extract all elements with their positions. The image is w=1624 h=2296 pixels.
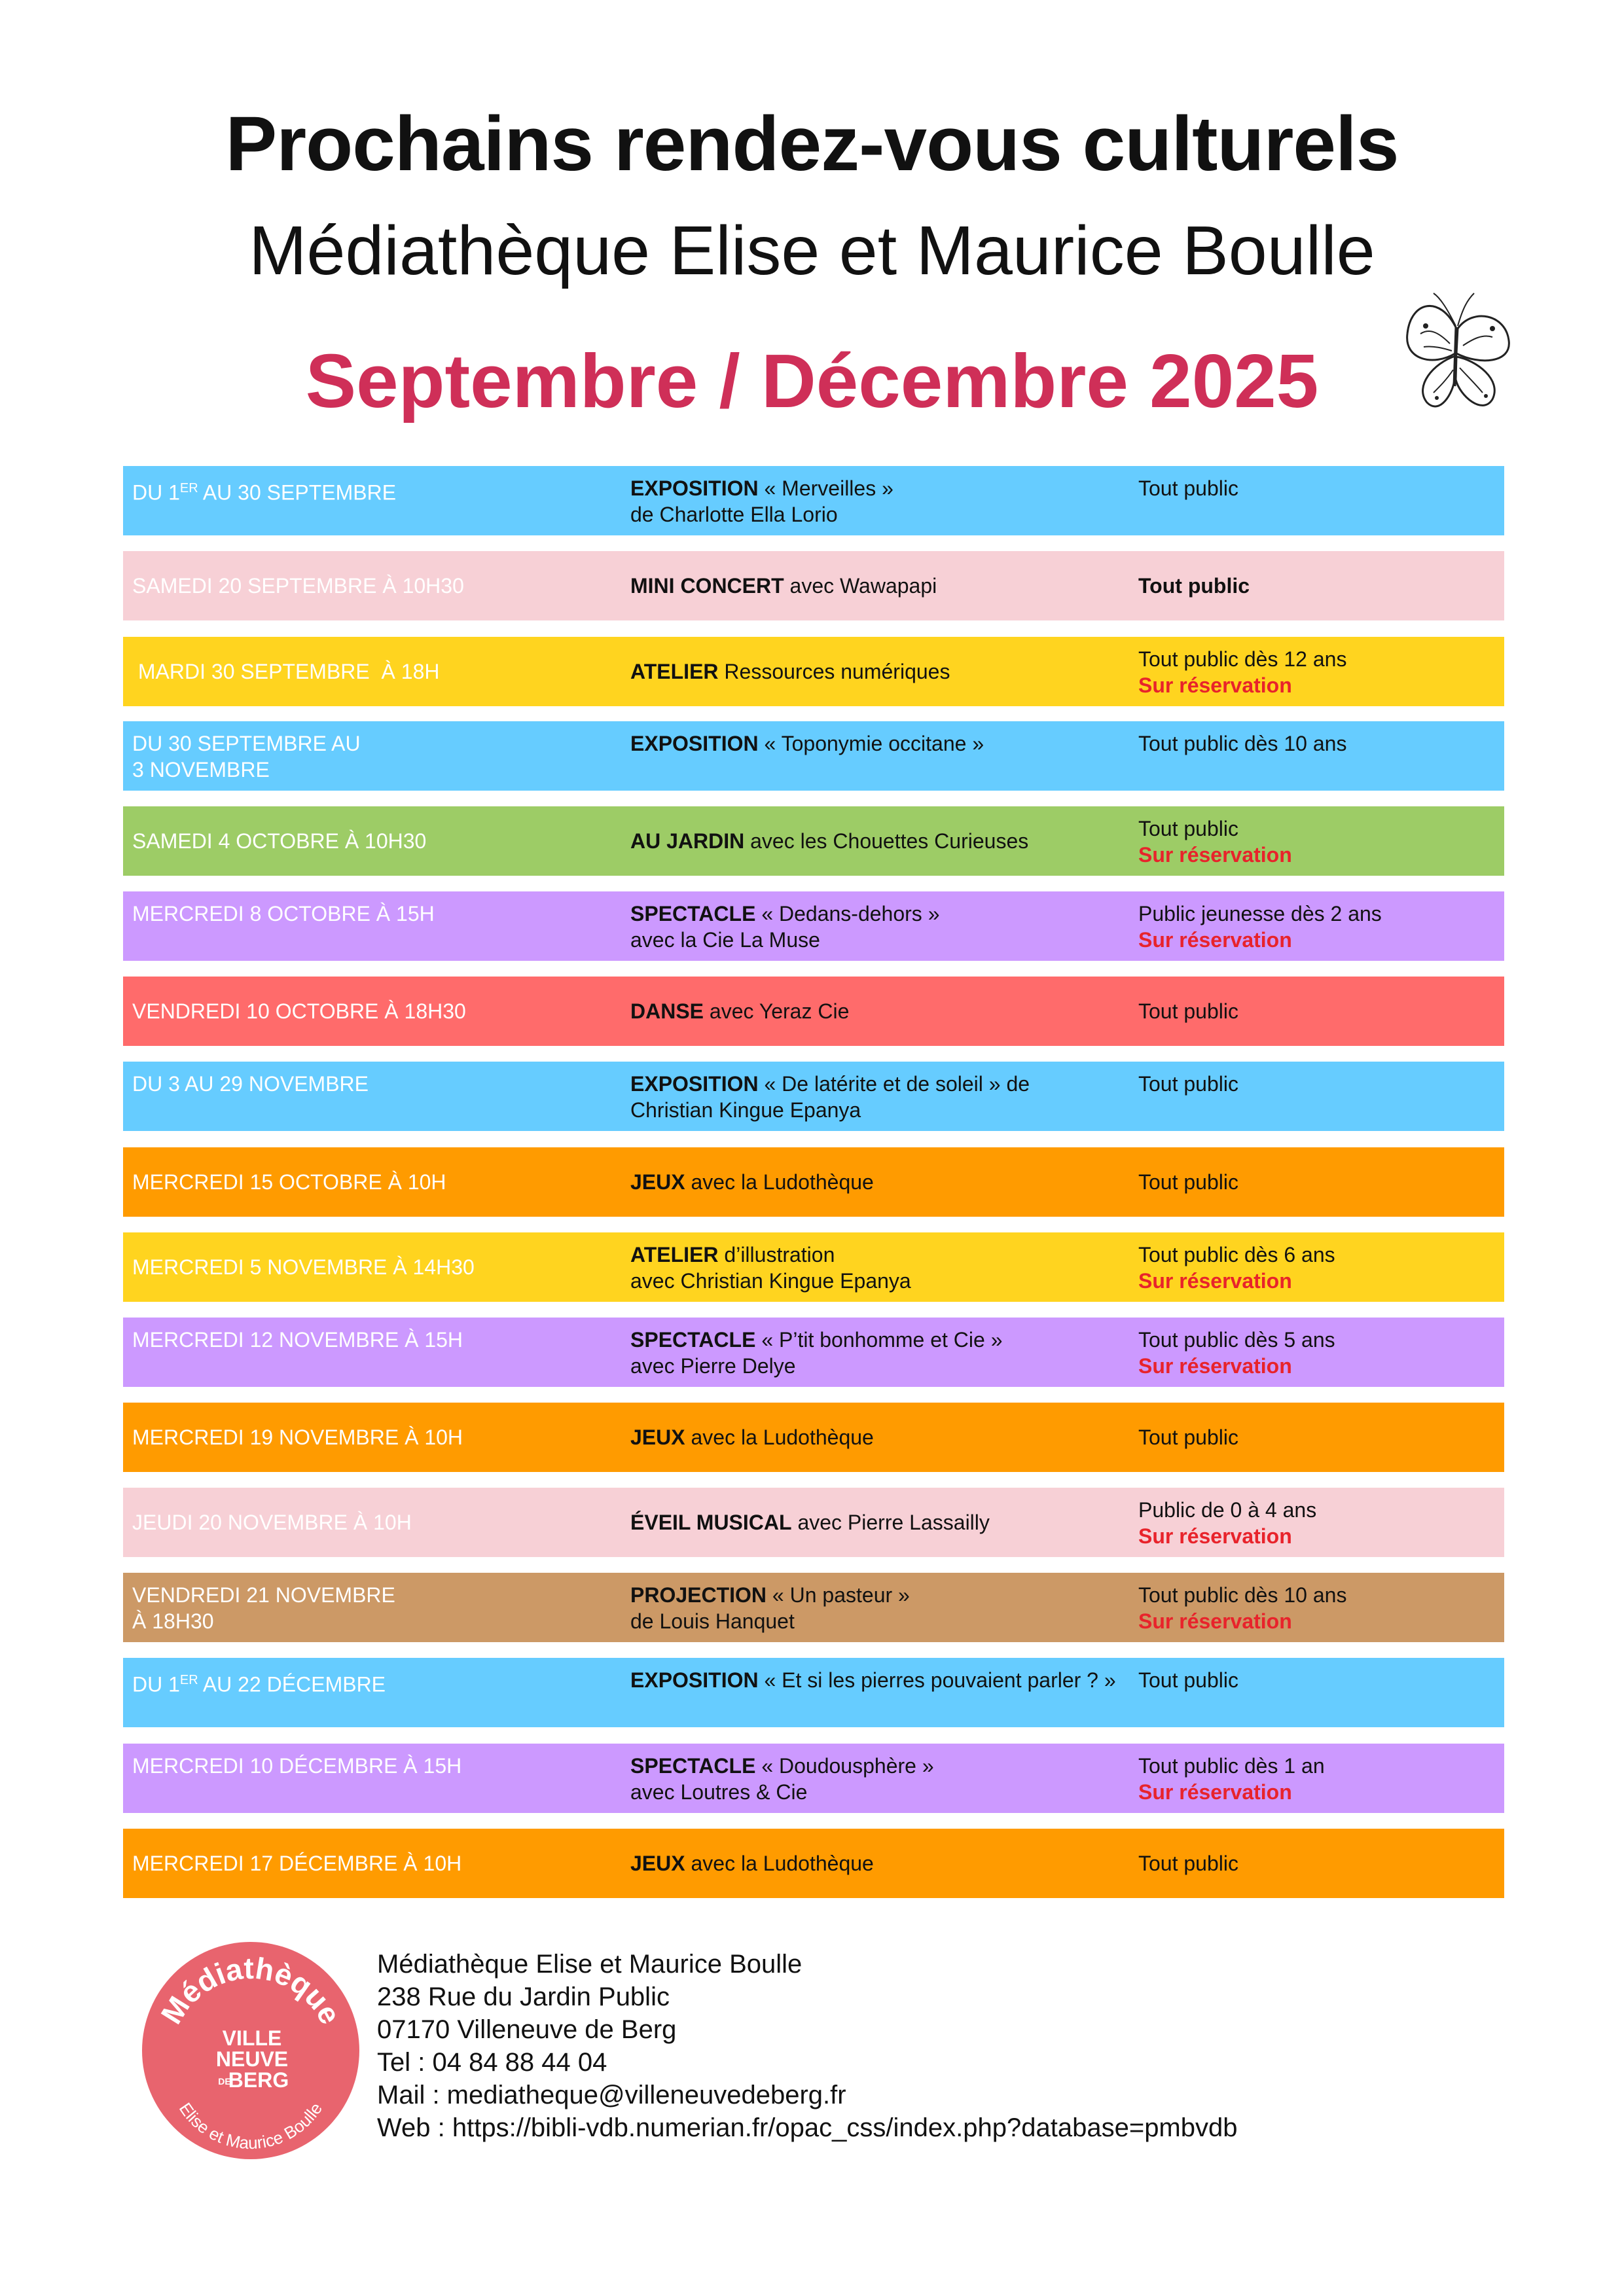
event-description: JEUX avec la Ludothèque — [630, 1852, 874, 1875]
event-audience: Tout public Sur réservation — [1138, 816, 1498, 868]
event-row — [123, 1488, 1504, 1557]
page-title: Prochains rendez-vous culturels — [225, 101, 1399, 187]
reservation-note: Sur réservation — [1138, 1609, 1292, 1633]
event-description: EXPOSITION « Merveilles » de Charlotte Ella Lorio — [630, 476, 893, 526]
reservation-note: Sur réservation — [1138, 1780, 1292, 1804]
event-date: DU 30 SEPTEMBRE AU 3 NOVEMBRE — [132, 732, 361, 781]
event-audience: Tout public — [1138, 1072, 1238, 1096]
footer-web[interactable]: Web : https://bibli-vdb.numerian.fr/opac_css/index.php?database=pmbvdb — [377, 2113, 1238, 2142]
footer-mail[interactable]: Mail : mediatheque@villeneuvedeberg.fr — [377, 2081, 846, 2109]
footer-street: 238 Rue du Jardin Public — [377, 1982, 670, 2011]
event-audience: Tout public dès 1 an Sur réservation — [1138, 1753, 1498, 1805]
event-audience: Tout public — [1138, 1426, 1238, 1449]
event-audience: Tout public — [1138, 1852, 1238, 1875]
event-audience: Tout public dès 5 ans Sur réservation — [1138, 1327, 1498, 1379]
logo-line-neuve: NEUVE — [215, 2047, 289, 2071]
reservation-note: Sur réservation — [1138, 928, 1292, 952]
event-row — [123, 891, 1504, 961]
reservation-note: Sur réservation — [1138, 1354, 1292, 1378]
event-row — [123, 977, 1504, 1046]
event-date: MERCREDI 10 DÉCEMBRE À 15H — [132, 1754, 462, 1778]
event-row — [123, 1062, 1504, 1131]
page-subtitle: Médiathèque Elise et Maurice Boulle — [249, 212, 1375, 289]
event-audience: Tout public — [1138, 1668, 1238, 1692]
event-row — [123, 466, 1504, 535]
event-description: AU JARDIN avec les Chouettes Curieuses — [630, 829, 1029, 853]
event-date: MERCREDI 17 DÉCEMBRE À 10H — [132, 1852, 462, 1875]
event-audience: Tout public dès 12 ans Sur réservation — [1138, 646, 1498, 698]
event-date: SAMEDI 20 SEPTEMBRE À 10H30 — [132, 574, 464, 598]
event-date: DU 1ER AU 30 SEPTEMBRE — [132, 480, 397, 505]
event-description: EXPOSITION « Et si les pierres pouvaient parler ? » — [630, 1668, 1116, 1692]
event-date: MERCREDI 15 OCTOBRE À 10H — [132, 1170, 446, 1194]
event-description: SPECTACLE « Doudousphère » avec Loutres & Cie — [630, 1754, 934, 1804]
event-row — [123, 637, 1504, 706]
reservation-note: Sur réservation — [1138, 1524, 1292, 1548]
event-date: DU 1ER AU 22 DÉCEMBRE — [132, 1672, 386, 1696]
event-description: SPECTACLE « Dedans-dehors » avec la Cie La Muse — [630, 902, 940, 952]
event-description: EXPOSITION « De latérite et de soleil » de Christian Kingue Epanya — [630, 1072, 1030, 1122]
period-heading: Septembre / Décembre 2025 — [305, 338, 1319, 423]
event-audience: Public jeunesse dès 2 ans Sur réservation — [1138, 901, 1498, 953]
event-row — [123, 1232, 1504, 1302]
event-date: MERCREDI 5 NOVEMBRE À 14H30 — [132, 1255, 475, 1279]
event-description: SPECTACLE « P’tit bonhomme et Cie » avec Pierre Delye — [630, 1328, 1003, 1378]
event-description: MINI CONCERT avec Wawapapi — [630, 574, 937, 598]
event-row — [123, 721, 1504, 791]
footer-contact — [377, 1948, 1238, 2144]
event-audience: Tout public — [1138, 476, 1238, 500]
footer-city: 07170 Villeneuve de Berg — [377, 2015, 677, 2044]
logo-line-berg: BERG — [228, 2068, 289, 2092]
logo-bottom-text: Elise et Maurice Boulle — [175, 2098, 327, 2153]
footer-name: Médiathèque Elise et Maurice Boulle — [377, 1950, 803, 1979]
event-row — [123, 1147, 1504, 1217]
event-audience: Tout public — [1138, 999, 1238, 1023]
event-audience: Tout public — [1138, 574, 1250, 598]
event-description: EXPOSITION « Toponymie occitane » — [630, 732, 984, 755]
event-row — [123, 1658, 1504, 1727]
event-date: MERCREDI 8 OCTOBRE À 15H — [132, 902, 435, 925]
event-description: DANSE avec Yeraz Cie — [630, 999, 850, 1023]
event-row — [123, 1573, 1504, 1642]
event-date: VENDREDI 21 NOVEMBRE À 18H30 — [132, 1583, 395, 1633]
event-date: MERCREDI 19 NOVEMBRE À 10H — [132, 1426, 463, 1449]
event-description: PROJECTION « Un pasteur » de Louis Hanquet — [630, 1583, 910, 1633]
event-description: ATELIER Ressources numériques — [630, 660, 950, 683]
event-audience: Public de 0 à 4 ans Sur réservation — [1138, 1497, 1498, 1549]
event-row — [123, 806, 1504, 876]
event-audience: Tout public dès 10 ans — [1138, 732, 1347, 755]
logo-line-ville: VILLE — [222, 2026, 282, 2050]
event-description: ÉVEIL MUSICAL avec Pierre Lassailly — [630, 1511, 990, 1534]
event-row — [123, 1318, 1504, 1387]
event-audience: Tout public — [1138, 1170, 1238, 1194]
event-date: MARDI 30 SEPTEMBRE À 18H — [132, 660, 440, 683]
event-description: JEUX avec la Ludothèque — [630, 1426, 874, 1449]
event-date: DU 3 AU 29 NOVEMBRE — [132, 1072, 369, 1096]
footer-phone: Tel : 04 84 88 44 04 — [377, 2048, 607, 2077]
logo-line-de: DE — [218, 2076, 231, 2087]
reservation-note: Sur réservation — [1138, 673, 1292, 697]
event-description: ATELIER d’illustration avec Christian Kingue Epanya — [630, 1243, 911, 1293]
event-date: VENDREDI 10 OCTOBRE À 18H30 — [132, 999, 466, 1023]
event-description: JEUX avec la Ludothèque — [630, 1170, 874, 1194]
event-row — [123, 1403, 1504, 1472]
reservation-note: Sur réservation — [1138, 1269, 1292, 1293]
event-audience: Tout public dès 10 ans Sur réservation — [1138, 1582, 1498, 1634]
logo-top-text: Médiathèque — [154, 1950, 348, 2030]
mediatheque-logo — [141, 1941, 361, 2161]
reservation-note: Sur réservation — [1138, 843, 1292, 867]
event-row — [123, 1744, 1504, 1813]
event-row — [123, 551, 1504, 620]
event-audience: Tout public dès 6 ans Sur réservation — [1138, 1242, 1498, 1294]
event-row — [123, 1829, 1504, 1898]
butterfly-icon — [1394, 288, 1525, 419]
event-date: JEUDI 20 NOVEMBRE À 10H — [132, 1511, 412, 1534]
event-date: MERCREDI 12 NOVEMBRE À 15H — [132, 1328, 463, 1352]
event-date: SAMEDI 4 OCTOBRE À 10H30 — [132, 829, 427, 853]
